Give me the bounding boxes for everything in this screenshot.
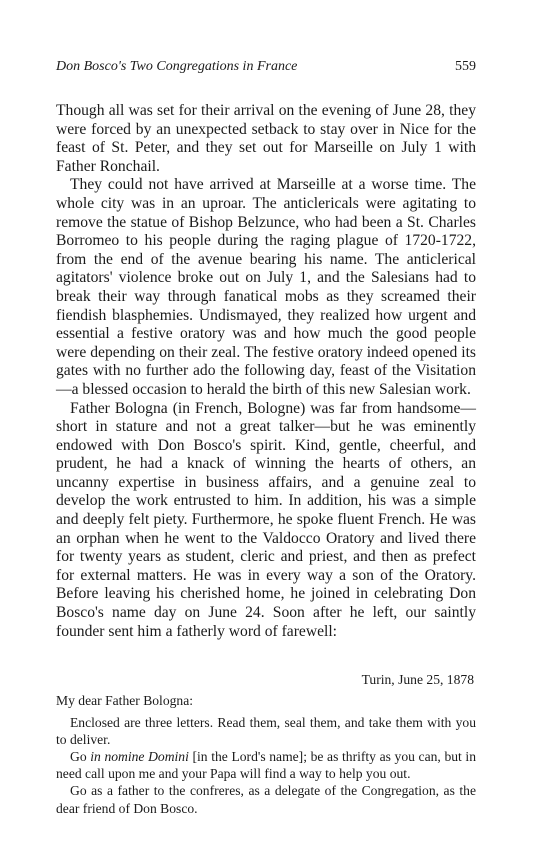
letter-block xyxy=(56,671,476,817)
letter-date: Turin, June 25, 1878 xyxy=(361,672,474,688)
page-number: 559 xyxy=(455,59,476,74)
paragraph-marseille: They could not have arrived at Marseille at a worse time. The whole city was in an uproar. The anticlericals were agitating to remove the statue of Bishop Belzunce, who had been a St. Charles Borromeo to his people during the raging plague of 1720-1722, from the end of the avenue bearing his name. The anticlerical agitators' violence broke out on July 1, and the Salesians had to break their way through fanatical mobs as they screamed their fiendish blasphemies. Undismayed, they realized how urgent and essential a festive oratory was and how much the good people were depending on their zeal. The festive oratory indeed opened its gates with no further ado the following day, feast of the Visitation—a blessed occasion to herald the birth of this new Salesian work. xyxy=(56,176,476,398)
letter-go-prefix: Go xyxy=(70,749,91,765)
paragraph-arrival: Though all was set for their arrival on the evening of June 28, they were forced by an unexpected setback to stay over in Nice for the feast of St. Peter, and they set out for Marseille on July 1 with Father Ronchail. xyxy=(56,102,476,175)
letter-paragraph-father: Go as a father to the confreres, as a delegate of the Congregation, as the dear friend of Don Bosco. xyxy=(56,783,476,816)
letter-salutation: My dear Father Bologna: xyxy=(56,693,194,709)
paragraph-father-bologna: Father Bologna (in French, Bologne) was far from handsome—short in stature and not a great talker—but he was eminently endowed with Don Bosco's spirit. Kind, gentle, cheerful, and prudent, he had a knack of winning the hearts of others, an uncanny expertise in business affairs, and a genuine zeal to develop the work entrusted to him. In addition, his was a simple and deeply felt piety. Furthermore, he spoke fluent French. He was an orphan when he went to the Valdocco Oratory and lived there for twenty years as student, cleric and priest, and then as prefect for external matters. He was in every way a son of the Oratory. Before leaving his cherished home, he joined in celebrating Don Bosco's name day on June 24. Soon after he left, our saintly founder sent him a fatherly word of farewell: xyxy=(56,399,476,640)
main-text xyxy=(56,102,476,641)
book-page xyxy=(56,58,476,817)
letter-thrifty-text: [in the Lord's name]; be as thrifty as you can, but in need call upon me and your Papa will find a way to help you out. xyxy=(56,749,477,782)
running-header xyxy=(56,58,476,76)
running-header-title: Don Bosco's Two Congregations in France xyxy=(56,59,298,74)
latin-phrase: in nomine Domini xyxy=(90,749,189,765)
letter-paragraph-letters: Enclosed are three letters. Read them, seal them, and take them with you to deliver. xyxy=(56,714,476,747)
letter-paragraph-thrifty xyxy=(56,748,476,782)
